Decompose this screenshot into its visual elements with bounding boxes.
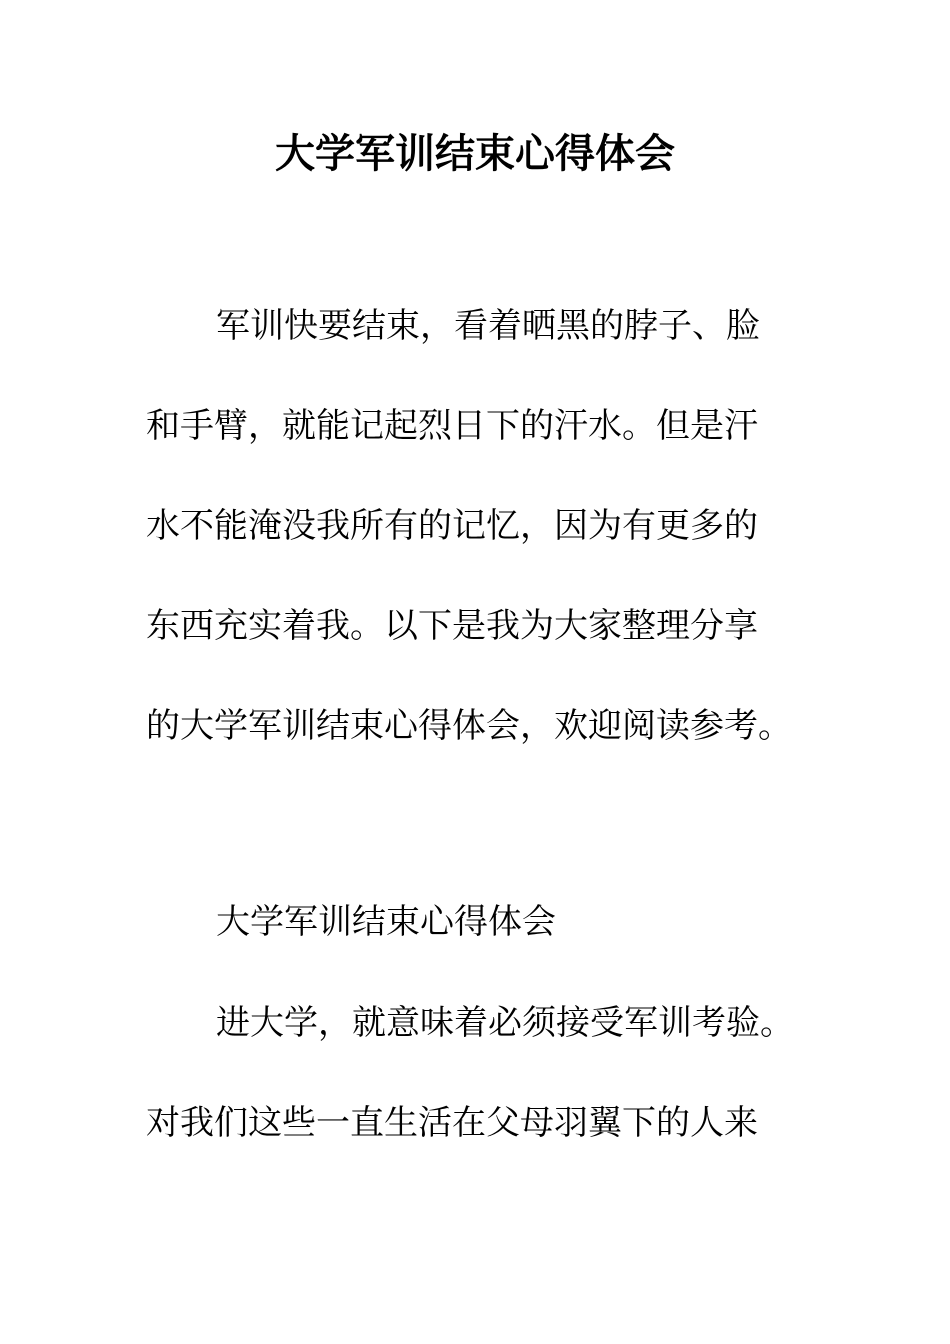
paragraph-line: 的大学军训结束心得体会，欢迎阅读参考。 xyxy=(146,706,792,746)
paragraph-line: 军训快要结束，看着晒黑的脖子、脸 xyxy=(216,306,760,346)
intro-paragraph xyxy=(146,276,816,776)
paragraph-line: 水不能淹没我所有的记忆，因为有更多的 xyxy=(146,506,758,546)
paragraph-line: 东西充实着我。以下是我为大家整理分享 xyxy=(146,606,758,646)
section-heading-block xyxy=(146,872,816,972)
section-paragraph xyxy=(146,973,816,1173)
paragraph-line: 和手臂，就能记起烈日下的汗水。但是汗 xyxy=(146,406,758,446)
section-heading: 大学军训结束心得体会 xyxy=(216,902,556,942)
document-title: 大学军训结束心得体会 xyxy=(275,130,675,177)
paragraph-line: 进大学，就意味着必须接受军训考验。 xyxy=(216,1003,794,1043)
paragraph-line: 对我们这些一直生活在父母羽翼下的人来 xyxy=(146,1103,758,1143)
